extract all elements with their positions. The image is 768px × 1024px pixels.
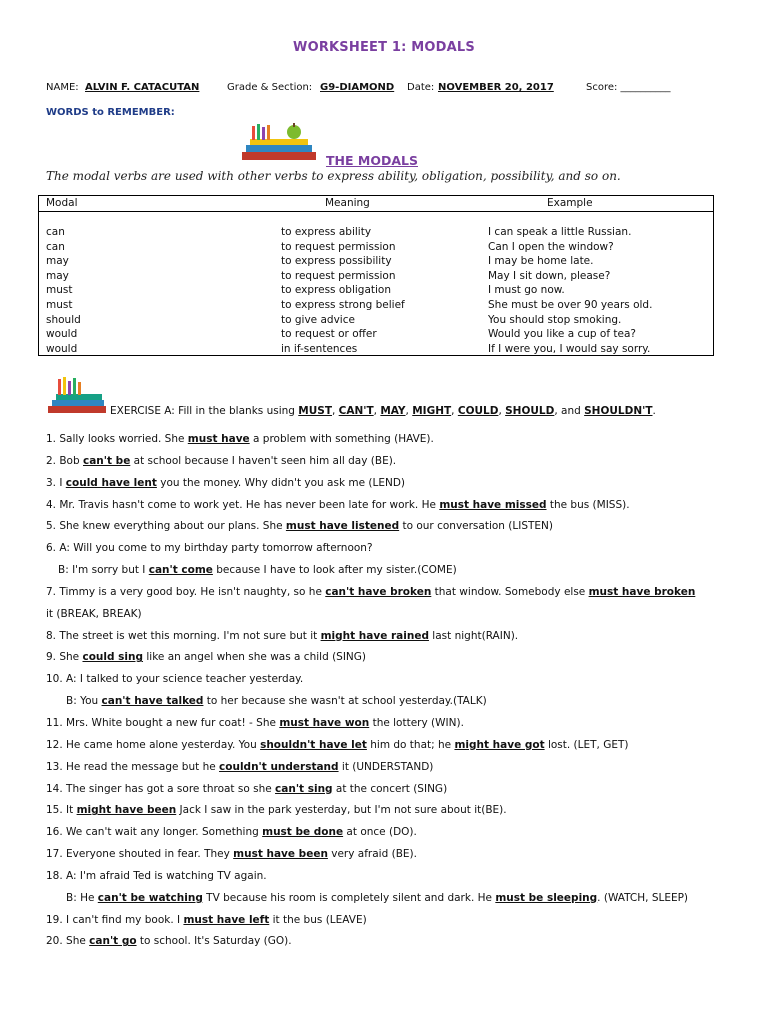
answer-text: can't come: [148, 564, 213, 577]
example-cell: I must go now.: [488, 284, 565, 297]
modals-table: [38, 195, 714, 356]
item-text: a problem with something (HAVE).: [249, 433, 434, 445]
exercise-item: [46, 739, 736, 761]
example-cell: I may be home late.: [488, 255, 594, 268]
item-text: B: You: [66, 695, 102, 708]
modal-cell: would: [46, 342, 78, 355]
example-cell: She must be over 90 years old.: [488, 298, 653, 311]
item-text: 19. I can't find my book. I: [46, 913, 184, 926]
answer-text: must be done: [262, 826, 344, 839]
item-text: 15. It: [46, 804, 77, 817]
modal-cell: should: [46, 313, 81, 326]
answer-text: must have listened: [285, 520, 400, 533]
header-meaning: Meaning: [325, 197, 370, 209]
item-text: Jack I saw in the park yesterday, but I'm not sure about it(BE).: [176, 804, 507, 817]
item-text: to our conversation (LISTEN): [399, 520, 553, 533]
meaning-cell: to request or offer: [281, 328, 377, 341]
answer-text: couldn't understand: [219, 760, 339, 773]
date-label: Date:: [407, 82, 435, 93]
meaning-cell: to give advice: [281, 313, 355, 326]
modal-cell: can: [46, 240, 65, 253]
exercise-item: [46, 892, 736, 914]
modal-word: COULD: [457, 405, 499, 417]
exercise-item: [46, 542, 736, 564]
modal-word: MIGHT: [412, 405, 452, 417]
table-row: [39, 314, 713, 329]
meaning-cell: to express strong belief: [281, 298, 405, 311]
item-text: 11. Mrs. White bought a new fur coat! - She: [46, 716, 280, 729]
item-text: the bus (MISS).: [546, 498, 630, 511]
item-text: you the money. Why didn't you ask me (LEND): [156, 476, 406, 489]
student-name: ALVIN F. CATACUTAN: [85, 82, 200, 93]
meaning-cell: in if-sentences: [281, 342, 358, 355]
example-cell: If I were you, I would say sorry.: [488, 342, 651, 355]
item-text: 12. He came home alone yesterday. You: [46, 738, 261, 751]
item-text: 5. She knew everything about our plans. She: [46, 520, 286, 533]
exercise-item: [46, 630, 736, 652]
answer-text: can't sing: [275, 782, 333, 795]
table-body: [39, 226, 713, 357]
exercise-item: [46, 848, 736, 870]
item-text: at school because I haven't seen him all day (BE).: [130, 454, 397, 467]
answer-text: must have won: [279, 716, 370, 729]
exercise-item: [46, 717, 736, 739]
meaning-cell: to express ability: [281, 226, 372, 238]
item-text: 3. I: [46, 476, 66, 489]
answer-text: might have got: [454, 738, 545, 751]
item-text: 16. We can't wait any longer. Something: [46, 826, 263, 839]
modal-word: CAN'T: [338, 405, 374, 417]
exercise-prefix: EXERCISE A: Fill in the blanks using: [110, 405, 299, 417]
modal-cell: may: [46, 255, 69, 268]
words-to-remember-label: WORDS to REMEMBER:: [46, 107, 175, 118]
item-text: 18. A: I'm afraid Ted is watching TV again.: [46, 869, 267, 882]
item-text: to her because she wasn't at school yesterday.(TALK): [203, 695, 487, 708]
exercise-item: [46, 826, 736, 848]
meaning-cell: to express obligation: [281, 284, 391, 297]
answer-text: can't go: [89, 935, 137, 948]
answer-text: can't have talked: [101, 695, 204, 708]
item-text: B: I'm sorry but I: [58, 564, 149, 577]
item-text: 14. The singer has got a sore throat so she: [46, 782, 276, 795]
table-row: [39, 255, 713, 270]
meaning-cell: to express possibility: [281, 255, 392, 268]
grade-section: G9-DIAMOND: [320, 82, 395, 93]
exercise-item: [46, 935, 736, 957]
modal-word: MUST: [298, 405, 332, 417]
date-value: NOVEMBER 20, 2017: [438, 82, 554, 93]
item-text: 8. The street is wet this morning. I'm not sure but it: [46, 629, 321, 642]
books-clipart-icon: [238, 122, 320, 164]
table-header: [39, 196, 713, 212]
answer-text: must have broken: [588, 585, 696, 598]
table-row: [39, 328, 713, 343]
item-text: it (UNDERSTAND): [338, 760, 434, 773]
item-text: 20. She: [46, 935, 90, 948]
table-row: [39, 343, 713, 358]
exercise-item: [46, 499, 736, 521]
worksheet-title: WORKSHEET 1: MODALS: [293, 40, 475, 55]
exercise-a-instructions: EXERCISE A: Fill in the blanks using MUST, CAN'T, MAY, MIGHT, COULD, SHOULD, and SHOULDN'T.: [110, 405, 656, 417]
item-text: 13. He read the message but he: [46, 760, 220, 773]
answer-text: can't be watching: [97, 891, 203, 904]
exercise-item: [46, 608, 736, 630]
modals-heading: THE MODALS: [326, 153, 418, 168]
item-text: 10. A: I talked to your science teacher yesterday.: [46, 673, 304, 686]
exercise-item: [46, 477, 736, 499]
score-field: Score: __________: [586, 82, 671, 93]
meaning-cell: to request permission: [281, 240, 396, 253]
header-example: Example: [547, 197, 593, 209]
modal-word: SHOULDN'T: [584, 405, 653, 417]
answer-text: might have rained: [320, 629, 429, 642]
item-text: last night(RAIN).: [428, 629, 519, 642]
item-text: because I have to look after my sister.(COME): [212, 564, 457, 577]
example-cell: May I sit down, please?: [488, 269, 611, 282]
modal-cell: would: [46, 328, 78, 341]
item-text: 4. Mr. Travis hasn't come to work yet. He has never been late for work. He: [46, 498, 440, 511]
table-row: [39, 299, 713, 314]
item-text: to school. It's Saturday (GO).: [136, 935, 292, 948]
item-text: 6. A: Will you come to my birthday party tomorrow afternoon?: [46, 542, 373, 555]
example-cell: Can I open the window?: [488, 240, 614, 253]
answer-text: must be sleeping: [495, 891, 598, 904]
name-label: NAME:: [46, 82, 79, 93]
item-text: that window. Somebody else: [431, 585, 589, 598]
item-text: 9. She: [46, 651, 83, 664]
item-text: 2. Bob: [46, 454, 83, 467]
answer-text: can't have broken: [325, 585, 432, 598]
item-text: 7. Timmy is a very good boy. He isn't naughty, so he: [46, 585, 326, 598]
modal-word: MAY: [380, 405, 406, 417]
item-text: lost. (LET, GET): [544, 738, 629, 751]
answer-text: might have been: [76, 804, 177, 817]
item-text: 1. Sally looks worried. She: [46, 433, 188, 445]
modal-cell: may: [46, 269, 69, 282]
exercise-item: [46, 455, 736, 477]
exercise-items: [46, 433, 736, 957]
exercise-item: [46, 564, 736, 586]
exercise-item: [46, 586, 736, 608]
item-text: 17. Everyone shouted in fear. They: [46, 848, 234, 861]
table-row: [39, 241, 713, 256]
answer-text: shouldn't have let: [260, 738, 367, 751]
exercise-item: [46, 651, 736, 673]
item-text: TV because his room is completely silent and dark. He: [202, 891, 496, 904]
example-cell: You should stop smoking.: [488, 313, 622, 326]
modal-cell: must: [46, 298, 73, 311]
item-text: like an angel when she was a child (SING): [143, 651, 367, 664]
example-cell: I can speak a little Russian.: [488, 226, 632, 238]
item-text: him do that; he: [366, 738, 455, 751]
exercise-item: [46, 783, 736, 805]
item-text: at the concert (SING): [332, 782, 448, 795]
exercise-item: [46, 804, 736, 826]
answer-text: could sing: [82, 651, 144, 664]
exercise-item: [46, 870, 736, 892]
exercise-item: [46, 673, 736, 695]
item-text: the lottery (WIN).: [369, 716, 464, 729]
header-modal: Modal: [46, 197, 78, 209]
exercise-item: [46, 914, 736, 936]
item-text: very afraid (BE).: [327, 848, 417, 861]
table-row: [39, 226, 713, 241]
item-text: . (WATCH, SLEEP): [597, 891, 689, 904]
modal-cell: must: [46, 284, 73, 297]
table-row: [39, 284, 713, 299]
answer-text: can't be: [83, 454, 131, 467]
exercise-item: [46, 433, 736, 455]
answer-text: must have: [187, 433, 250, 445]
modals-description: The modal verbs are used with other verbs to express ability, obligation, possibility, and so on.: [46, 169, 621, 183]
item-text: at once (DO).: [343, 826, 417, 839]
answer-text: must have been: [233, 848, 328, 861]
meaning-cell: to request permission: [281, 269, 396, 282]
modal-cell: can: [46, 226, 65, 238]
table-row: [39, 270, 713, 285]
exercise-item: [46, 520, 736, 542]
answer-text: must have left: [183, 913, 270, 926]
item-text: B: He: [66, 891, 98, 904]
modal-word: SHOULD: [505, 405, 555, 417]
school-supplies-clipart-icon: [46, 376, 110, 416]
exercise-item: [46, 695, 736, 717]
item-text: it the bus (LEAVE): [269, 913, 367, 926]
example-cell: Would you like a cup of tea?: [488, 328, 636, 341]
answer-text: could have lent: [65, 476, 157, 489]
answer-text: must have missed: [439, 498, 547, 511]
exercise-item: [46, 761, 736, 783]
grade-label: Grade & Section:: [227, 82, 313, 93]
item-text: it (BREAK, BREAK): [46, 607, 142, 620]
